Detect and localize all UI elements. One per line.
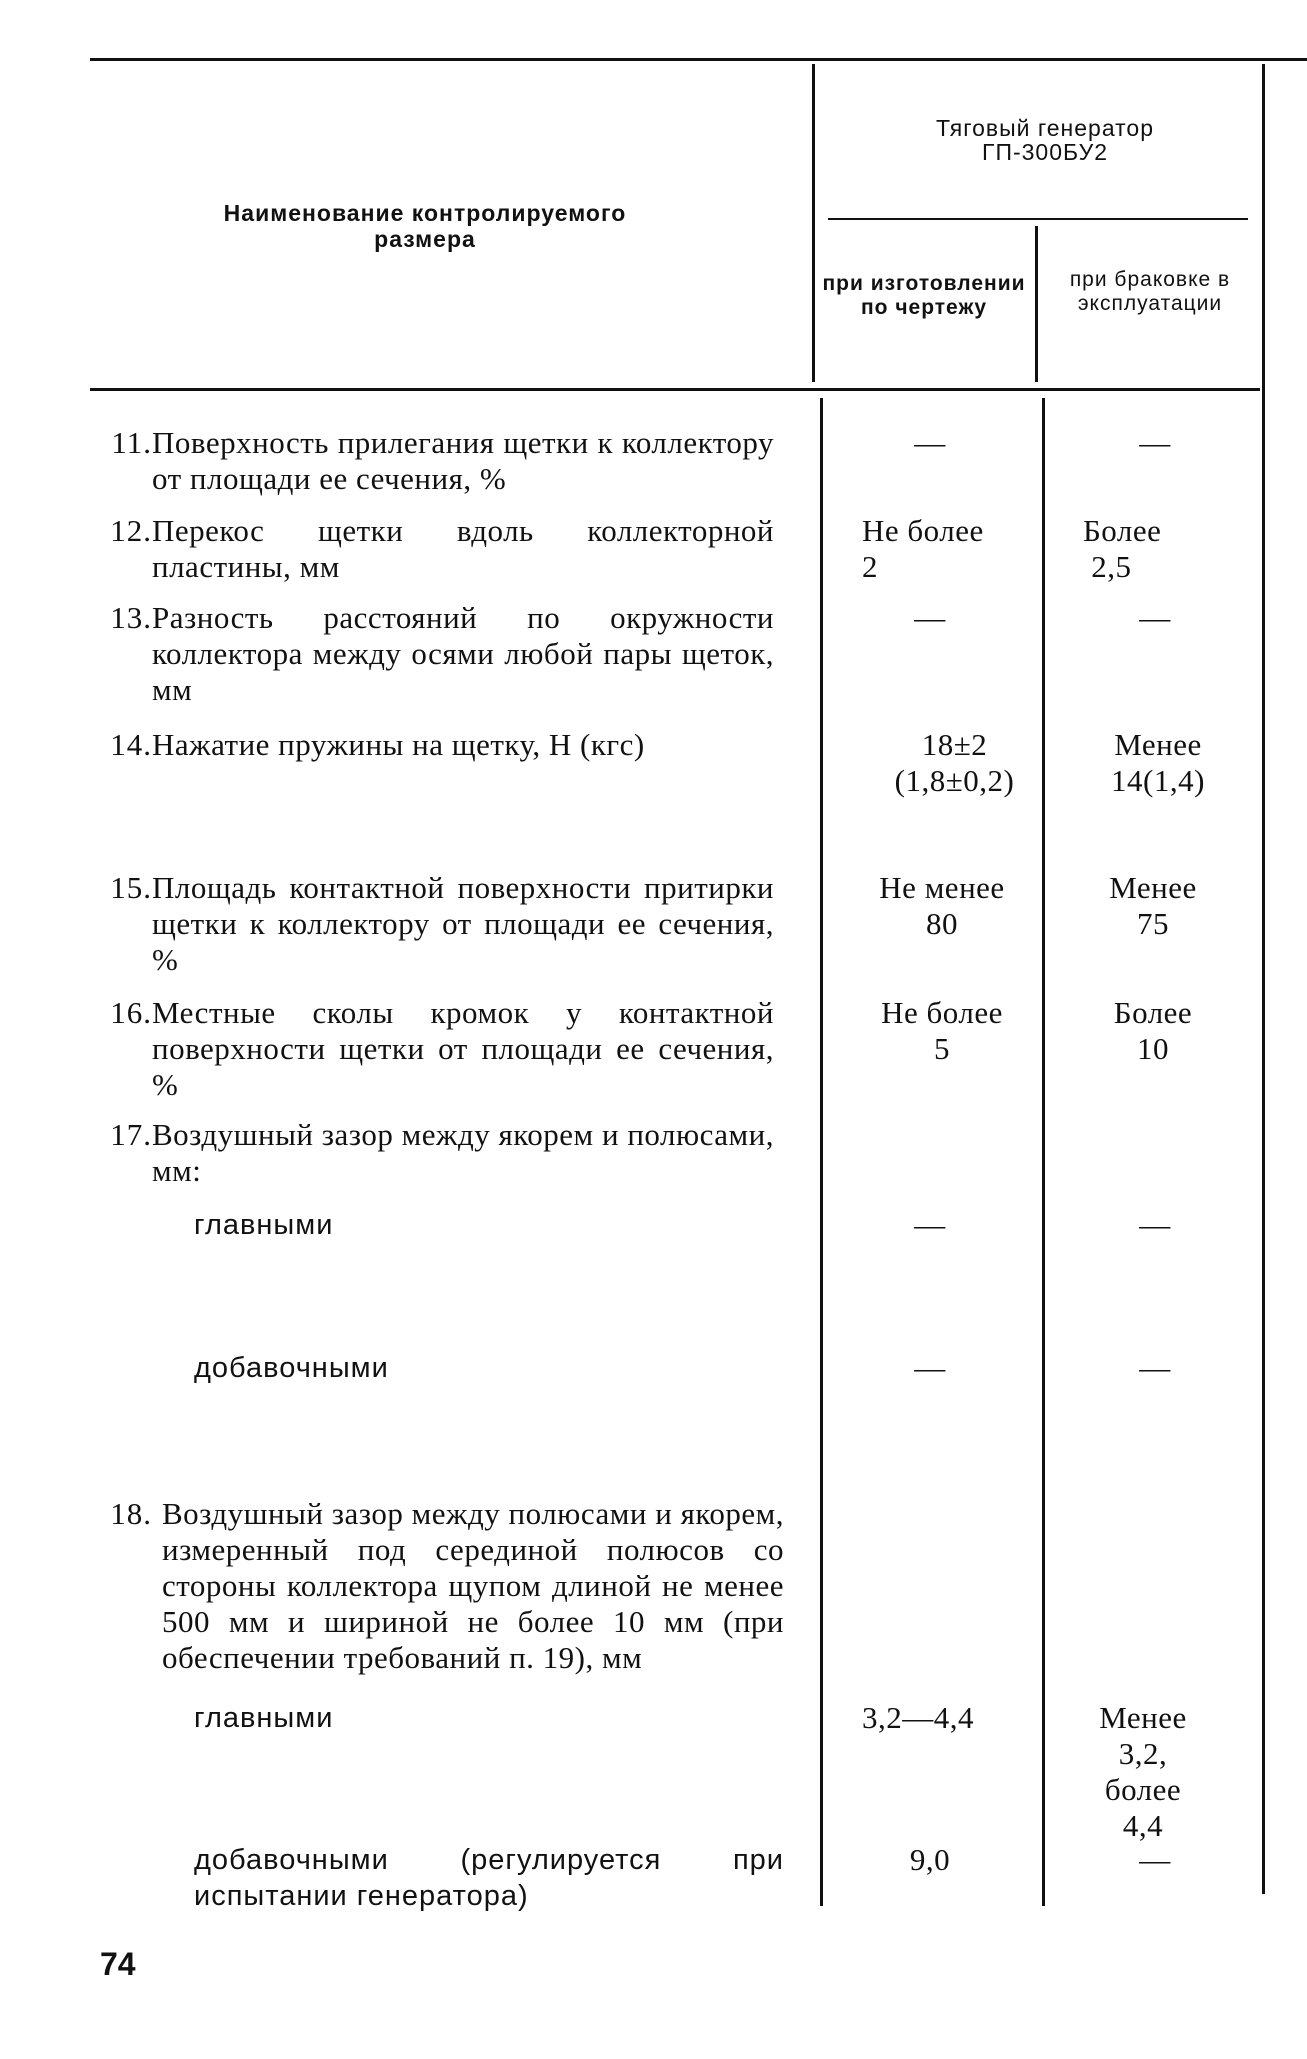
right-border xyxy=(1262,64,1265,1894)
rejection-value: — xyxy=(1139,1350,1171,1385)
manufacture-value: — xyxy=(914,425,946,460)
rejection-value: Более 10 xyxy=(1113,995,1193,1066)
rejection-value: Более 2,5 xyxy=(1083,513,1162,584)
manufacture-value: — xyxy=(914,600,946,635)
manufacture-value: Не более 2 xyxy=(862,513,984,584)
sub-item: добавочными (регулируется при испытании генератора) xyxy=(194,1844,784,1912)
sub-item: главными xyxy=(194,1702,334,1734)
manufacture-value: Не менее 80 xyxy=(879,870,1005,941)
row-number: 13. xyxy=(110,600,152,635)
manufacture-value: 9,0 xyxy=(909,1842,951,1877)
manufacture-header: при изготовлении по чертежу xyxy=(822,272,1026,319)
rejection-value: — xyxy=(1139,600,1171,635)
row-number: 15. xyxy=(110,870,152,905)
sub-item: главными xyxy=(194,1209,334,1241)
rejection-value: Менее 14(1,4) xyxy=(1111,727,1205,798)
col-divider-1-header xyxy=(812,64,815,382)
rejection-value: — xyxy=(1139,425,1171,460)
row-number: 16. xyxy=(110,995,152,1030)
row-number: 11. xyxy=(111,425,152,460)
generator-header: Тяговый генератор ГП-300БУ2 xyxy=(936,115,1154,165)
rejection-value: Менее 3,2, более 4,4 xyxy=(1099,1700,1187,1843)
row-text: Разность расстояний по окружности коллектора между осями любой пары щеток, мм xyxy=(152,600,774,707)
row-text: Местные сколы кромок у контактной поверхности щетки от площади ее сечения, % xyxy=(152,995,774,1102)
row-text: Поверхность прилегания щетки к коллектору от площади ее сечения, % xyxy=(152,425,774,496)
rejection-value: Менее 75 xyxy=(1109,870,1197,941)
rejection-value: — xyxy=(1139,1207,1171,1242)
rejection-value: — xyxy=(1139,1842,1171,1877)
manufacture-value: — xyxy=(914,1350,946,1385)
generator-underline xyxy=(828,218,1248,220)
row-number: 12. xyxy=(110,513,152,548)
top-rule xyxy=(90,58,1307,61)
row-text: Воздушный зазор между якорем и полюсами, мм: xyxy=(152,1117,774,1188)
manufacture-value: 18±2 (1,8±0,2) xyxy=(894,727,1015,798)
row-text: Площадь контактной поверхности притирки щетки к коллектору от площади ее сечения, % xyxy=(152,870,774,977)
column-name-header: Наименование контролируемого размера xyxy=(223,200,627,252)
manufacture-value: Не более 5 xyxy=(881,995,1003,1066)
row-text: Перекос щетки вдоль коллекторной пластины, мм xyxy=(152,513,774,584)
page-number: 74 xyxy=(100,1946,136,1982)
row-text: Воздушный зазор между полюсами и якорем, измеренный под серединой полюсов со стороны коллектора щупом длиной не менее 500 мм и шириной не более 10 мм (при обеспечении требований п. 19), мм xyxy=(162,1496,784,1675)
manufacture-value: 3,2—4,4 xyxy=(862,1700,974,1735)
row-number: 14. xyxy=(110,727,152,762)
sub-item: добавочными xyxy=(194,1352,389,1384)
row-number: 18. xyxy=(110,1496,152,1531)
col-divider-2-body xyxy=(1042,398,1045,1906)
col-divider-1-body xyxy=(820,398,823,1906)
manufacture-value: — xyxy=(914,1207,946,1242)
row-number: 17. xyxy=(110,1117,152,1152)
rejection-header: при браковке в эксплуатации xyxy=(1069,268,1231,315)
header-bottom-rule xyxy=(90,388,1260,391)
row-text: Нажатие пружины на щетку, Н (кгс) xyxy=(152,727,645,762)
col-divider-2-header xyxy=(1035,226,1038,382)
